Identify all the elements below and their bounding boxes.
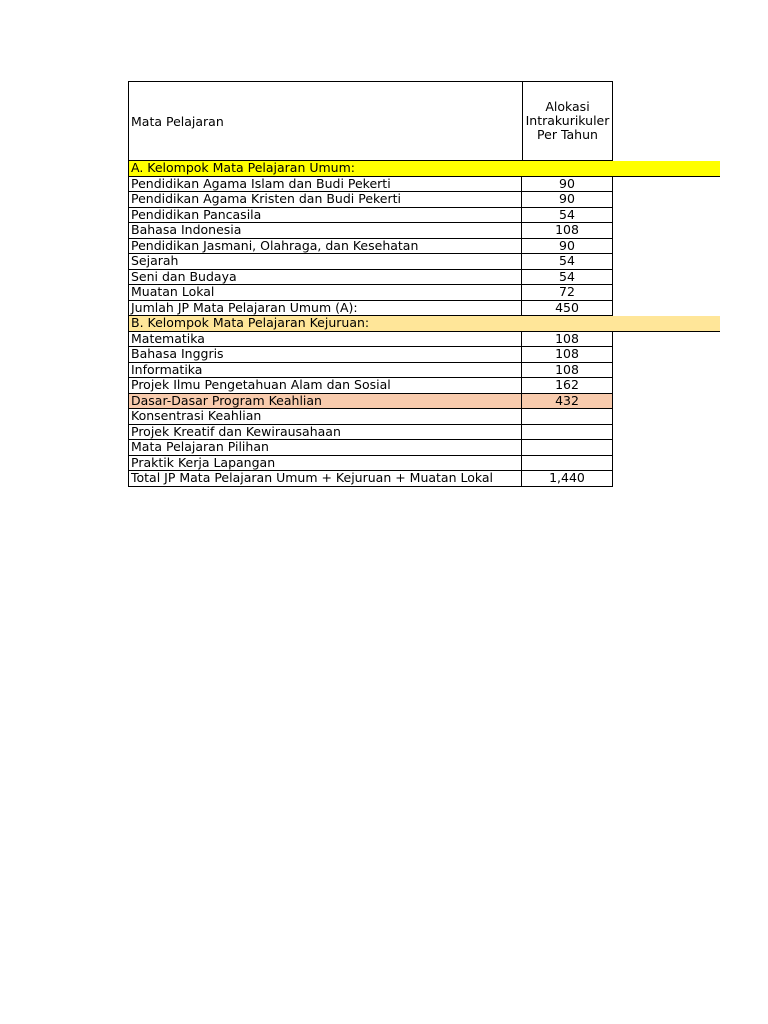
total-row <box>128 471 720 487</box>
table-row <box>128 208 720 224</box>
table-row <box>128 192 720 208</box>
header-allocation: Alokasi Intrakurikuler Per Tahun <box>525 99 610 142</box>
subject-cell: Projek Kreatif dan Kewirausahaan <box>128 425 522 441</box>
subject-cell: Informatika <box>128 363 522 379</box>
table-row <box>128 409 720 425</box>
table-row <box>128 254 720 270</box>
value-cell <box>522 440 613 456</box>
table-row <box>128 285 720 301</box>
subject-cell: Pendidikan Pancasila <box>128 208 522 224</box>
table-row <box>128 270 720 286</box>
curriculum-table <box>128 81 720 487</box>
value-cell: 108 <box>522 347 613 363</box>
value-cell <box>522 456 613 472</box>
table-row <box>128 425 720 441</box>
subject-cell: Seni dan Budaya <box>128 270 522 286</box>
table-row <box>128 177 720 193</box>
value-cell: 90 <box>522 239 613 255</box>
value-cell: 54 <box>522 254 613 270</box>
value-cell: 162 <box>522 378 613 394</box>
value-cell: 54 <box>522 270 613 286</box>
header-subject: Mata Pelajaran <box>129 82 523 160</box>
table-row <box>128 378 720 394</box>
subject-cell: Praktik Kerja Lapangan <box>128 456 522 472</box>
subject-cell: Pendidikan Agama Kristen dan Budi Pekerti <box>128 192 522 208</box>
value-cell: 108 <box>522 223 613 239</box>
value-cell: 72 <box>522 285 613 301</box>
value-cell: 90 <box>522 177 613 193</box>
table-row <box>128 363 720 379</box>
table-row <box>128 440 720 456</box>
subtotal-label: Jumlah JP Mata Pelajaran Umum (A): <box>128 301 522 317</box>
table-row <box>128 347 720 363</box>
subject-cell: Mata Pelajaran Pilihan <box>128 440 522 456</box>
subject-cell: Projek Ilmu Pengetahuan Alam dan Sosial <box>128 378 522 394</box>
subject-cell: Pendidikan Agama Islam dan Budi Pekerti <box>128 177 522 193</box>
value-cell: 432 <box>522 394 613 410</box>
subject-cell: Pendidikan Jasmani, Olahraga, dan Kesehatan <box>128 239 522 255</box>
value-cell <box>522 409 613 425</box>
table-row <box>128 456 720 472</box>
subject-cell: Matematika <box>128 332 522 348</box>
subject-cell: Bahasa Indonesia <box>128 223 522 239</box>
subject-cell: Muatan Lokal <box>128 285 522 301</box>
section-a-title-row <box>128 161 720 177</box>
value-cell: 90 <box>522 192 613 208</box>
section-a-title: A. Kelompok Mata Pelajaran Umum: <box>128 161 720 177</box>
subtotal-row <box>128 301 720 317</box>
section-b-title: B. Kelompok Mata Pelajaran Kejuruan: <box>128 316 720 332</box>
value-cell <box>522 425 613 441</box>
subject-cell: Konsentrasi Keahlian <box>128 409 522 425</box>
table-header <box>128 81 613 161</box>
subtotal-value: 450 <box>522 301 613 317</box>
subject-cell: Dasar-Dasar Program Keahlian <box>128 394 522 410</box>
section-b-title-row <box>128 316 720 332</box>
value-cell: 54 <box>522 208 613 224</box>
total-label: Total JP Mata Pelajaran Umum + Kejuruan + Muatan Lokal <box>128 471 522 487</box>
highlighted-row <box>128 394 720 410</box>
total-value: 1,440 <box>522 471 613 487</box>
subject-cell: Sejarah <box>128 254 522 270</box>
value-cell: 108 <box>522 332 613 348</box>
subject-cell: Bahasa Inggris <box>128 347 522 363</box>
value-cell: 108 <box>522 363 613 379</box>
table-row <box>128 332 720 348</box>
table-row <box>128 223 720 239</box>
table-row <box>128 239 720 255</box>
